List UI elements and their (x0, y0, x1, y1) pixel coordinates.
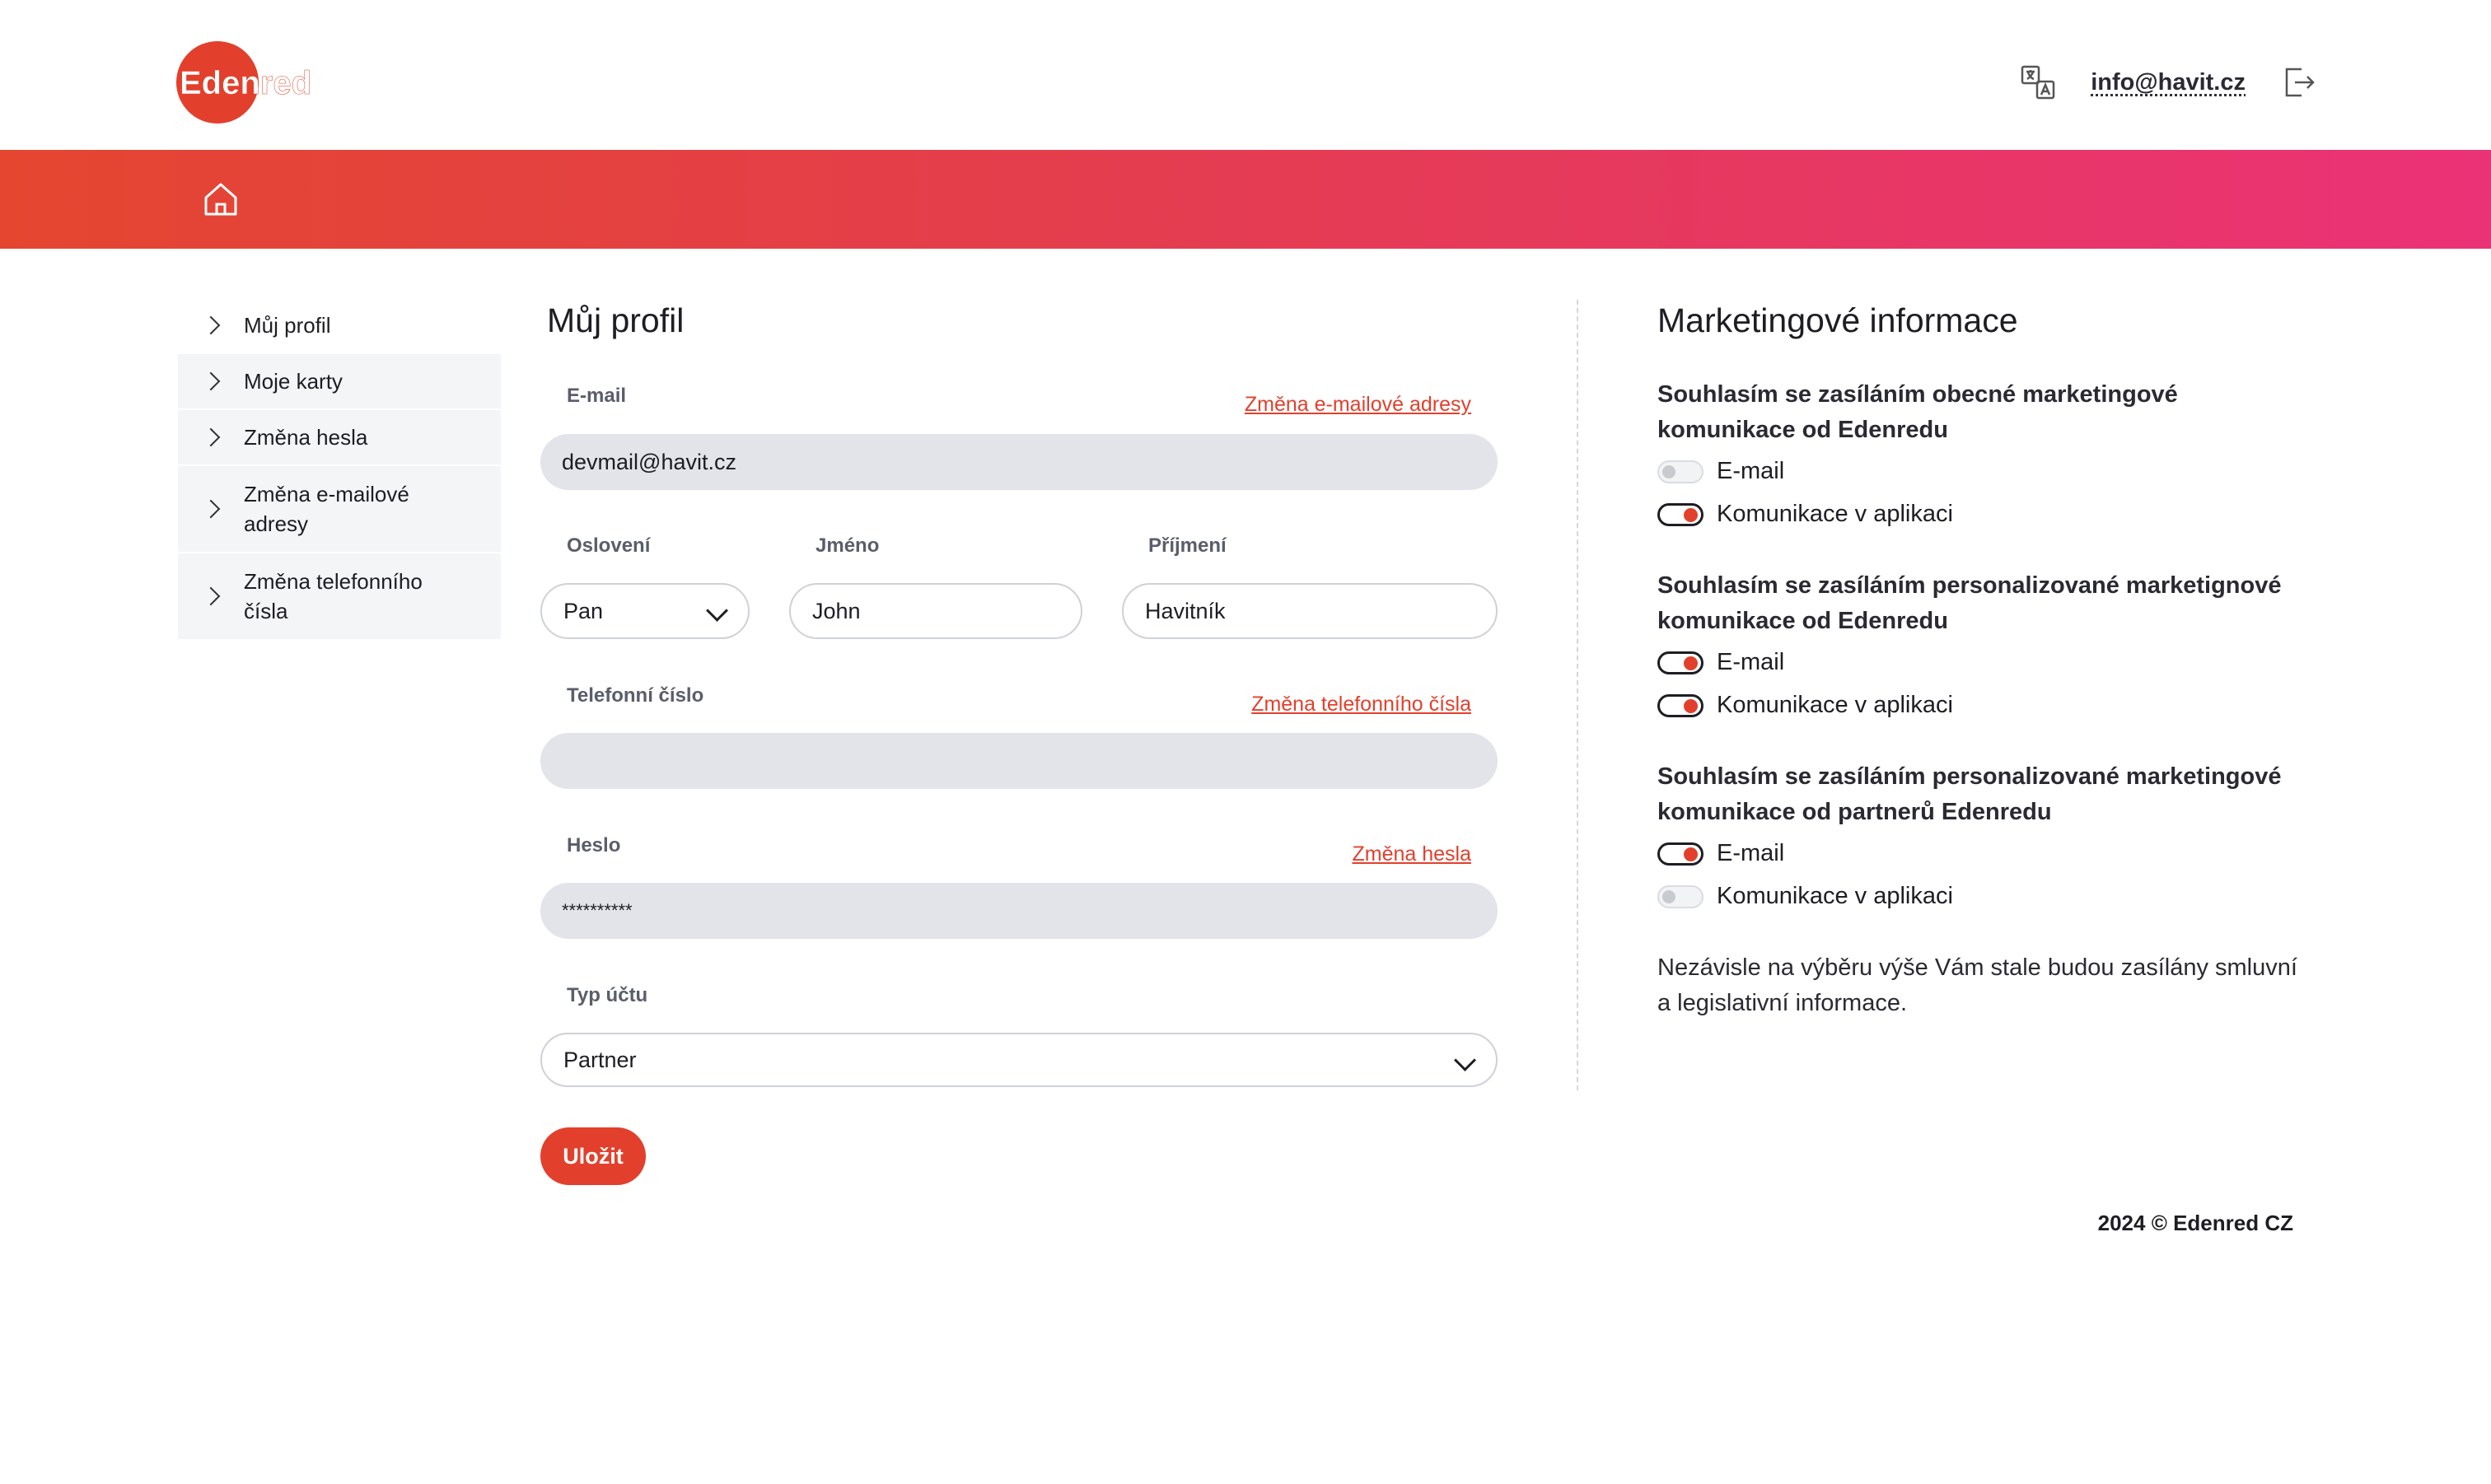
first-name-label: Jméno (816, 534, 880, 557)
toggle-label: Komunikace v aplikaci (1717, 501, 1953, 527)
account-type-value: Partner (563, 1047, 637, 1072)
sidebar-item-change-password[interactable] (178, 410, 501, 466)
chevron-right-icon (202, 316, 221, 335)
sidebar-item-label: Můj profil (244, 313, 331, 338)
toggle-label: E-mail (1717, 840, 1785, 866)
sidebar-item-label: Změna telefonního čísla (244, 569, 423, 623)
account-type-label: Typ účtu (567, 984, 648, 1006)
sidebar-item-change-phone[interactable] (178, 553, 501, 641)
toggle-switch[interactable] (1657, 694, 1704, 717)
legal-note: Nezávisle na výběru výše Vám stale budou zasílány smluvní a legislativní informace. (1657, 954, 2297, 1016)
logo-text: Edenred (180, 65, 312, 101)
phone-field (540, 733, 1498, 789)
chevron-right-icon (202, 428, 221, 447)
marketing-title: Marketingové informace (1657, 301, 2018, 339)
toggle-switch[interactable] (1657, 651, 1704, 674)
chevron-right-icon (202, 587, 221, 606)
change-password-link[interactable]: Změna hesla (1352, 842, 1471, 866)
page-title: Můj profil (547, 301, 685, 339)
sidebar-nav (178, 298, 501, 641)
toggle-label: E-mail (1717, 649, 1785, 675)
toggle-switch[interactable] (1657, 885, 1704, 908)
toggle-label: Komunikace v aplikaci (1717, 692, 1953, 718)
toggle-switch[interactable] (1657, 842, 1704, 866)
sidebar-item-change-email[interactable] (178, 466, 501, 553)
consent-group-title: Souhlasím se zasíláním personalizované marketingové komunikace od partnerů Edenredu (1657, 763, 2282, 825)
chevron-down-icon (1454, 1049, 1476, 1071)
consent-general-email-toggle[interactable] (1657, 458, 1784, 485)
chevron-down-icon (706, 600, 728, 622)
consent-group-title: Souhlasím se zasíláním personalizované marketignové komunikace od Edenredu (1657, 572, 2282, 634)
edenred-logo[interactable] (176, 41, 316, 124)
first-name-input[interactable]: John (789, 583, 1082, 639)
email-field: devmail@havit.cz (540, 434, 1498, 490)
chevron-right-icon (202, 372, 221, 391)
consent-partners-email-toggle[interactable] (1657, 840, 1784, 867)
salutation-label: Oslovení (567, 534, 651, 557)
password-field: ********** (540, 883, 1498, 939)
sidebar-item-my-profile[interactable] (178, 298, 501, 354)
toggle-label: Komunikace v aplikaci (1717, 883, 1953, 909)
account-type-select[interactable] (540, 1033, 1498, 1087)
change-email-link[interactable]: Změna e-mailové adresy (1244, 393, 1471, 416)
sidebar-item-label: Změna e-mailové adresy (244, 482, 409, 536)
sidebar-item-label: Změna hesla (244, 425, 368, 450)
column-divider (1577, 300, 1578, 1090)
logout-icon[interactable] (2278, 63, 2318, 102)
consent-partners-app-toggle[interactable] (1657, 883, 1953, 910)
change-phone-link[interactable]: Změna telefonního čísla (1251, 693, 1471, 716)
email-label: E-mail (567, 385, 627, 407)
chevron-right-icon (202, 500, 221, 519)
phone-label: Telefonní číslo (567, 684, 704, 707)
last-name-label: Příjmení (1148, 534, 1227, 557)
consent-personalized-app-toggle[interactable] (1657, 692, 1953, 719)
save-button[interactable]: Uložit (540, 1127, 646, 1185)
sidebar-item-my-cards[interactable] (178, 354, 501, 410)
footer-copyright: 2024 © Edenred CZ (2097, 1211, 2293, 1235)
top-header (0, 0, 2491, 150)
toggle-label: E-mail (1717, 458, 1785, 484)
sidebar-item-label: Moje karty (244, 369, 343, 394)
header-actions (2018, 59, 2318, 105)
home-icon[interactable] (201, 180, 241, 219)
salutation-select[interactable] (540, 583, 750, 639)
toggle-switch[interactable] (1657, 460, 1704, 483)
consent-group-title: Souhlasím se zasíláním obecné marketingové komunikace od Edenredu (1657, 381, 2178, 443)
toggle-switch[interactable] (1657, 503, 1704, 526)
user-email-link[interactable]: info@havit.cz (2091, 68, 2246, 96)
last-name-input[interactable]: Havitník (1122, 583, 1498, 639)
language-icon[interactable] (2018, 63, 2058, 102)
salutation-value: Pan (563, 598, 604, 623)
consent-personalized-email-toggle[interactable] (1657, 649, 1784, 676)
consent-general-app-toggle[interactable] (1657, 501, 1953, 528)
password-label: Heslo (567, 834, 621, 856)
header-banner (0, 150, 2491, 249)
